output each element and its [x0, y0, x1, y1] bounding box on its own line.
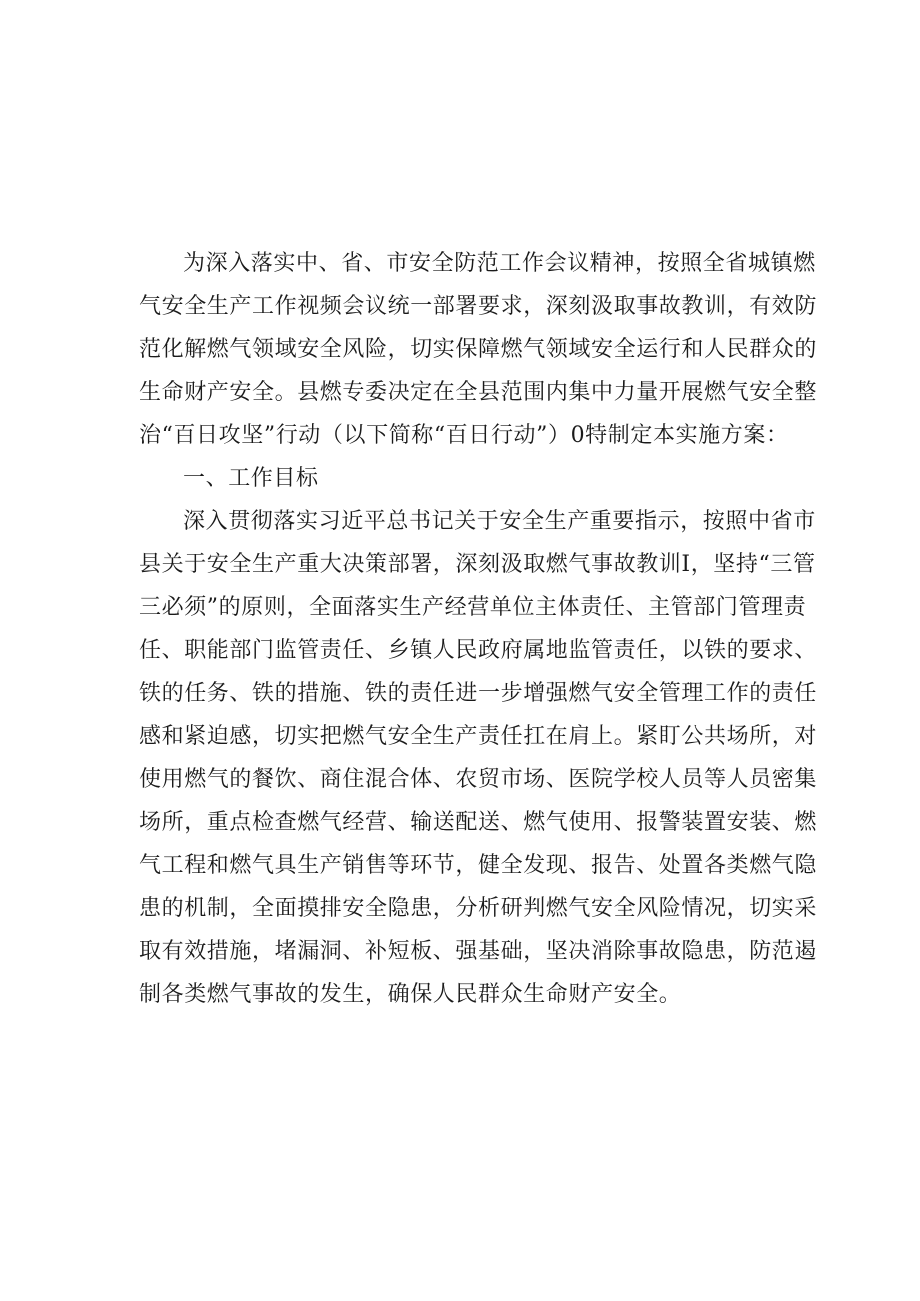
goals-line-9: 气工程和燃气具生产销售等环节，健全发现、报告、处置各类燃气隐	[139, 853, 818, 878]
goals-line-8: 场所，重点检查燃气经营、输送配送、燃气使用、报警装置安装、燃	[139, 810, 818, 835]
goals-line-11: 取有效措施，堵漏洞、补短板、强基础，坚决消除事故隐患，防范遏	[139, 939, 818, 964]
section-heading: 一、工作目标	[183, 466, 319, 491]
intro-line-3: 范化解燃气领域安全风险，切实保障燃气领域安全运行和人民群众的	[139, 337, 818, 362]
goals-line-2: 县关于安全生产重大决策部署，深刻汲取燃气事故教训I，坚持“三管	[139, 552, 816, 577]
goals-line-10: 患的机制，全面摸排安全隐患，分析研判燃气安全风险情况，切实采	[139, 896, 818, 921]
goals-line-1: 深入贯彻落实习近平总书记关于安全生产重要指示，按照中省市	[183, 509, 816, 534]
goals-line-5: 铁的任务、铁的措施、铁的责任进一步增强燃气安全管理工作的责任	[139, 681, 818, 706]
goals-line-4: 任、职能部门监管责任、乡镇人民政府属地监管责任，以铁的要求、	[139, 638, 818, 663]
goals-line-3: 三必须”的原则，全面落实生产经营单位主体责任、主管部门管理责	[139, 595, 807, 620]
goals-line-6: 感和紧迫感，切实把燃气安全生产责任扛在肩上。紧盯公共场所，对	[139, 724, 818, 749]
intro-line-1: 为深入落实中、省、市安全防范工作会议精神，按照全省城镇燃	[183, 251, 816, 276]
intro-line-2: 气安全生产工作视频会议统一部署要求，深刻汲取事故教训，有效防	[139, 294, 818, 319]
intro-line-5: 治“百日攻坚”行动（以下简称“百日行动”）0特制定本实施方案：	[139, 423, 789, 448]
goals-line-7: 使用燃气的餐饮、商住混合体、农贸市场、医院学校人员等人员密集	[139, 767, 818, 792]
intro-line-4: 生命财产安全。县燃专委决定在全县范围内集中力量开展燃气安全整	[139, 380, 818, 405]
goals-line-12: 制各类燃气事故的发生，确保人民群众生命财产安全。	[139, 982, 682, 1007]
